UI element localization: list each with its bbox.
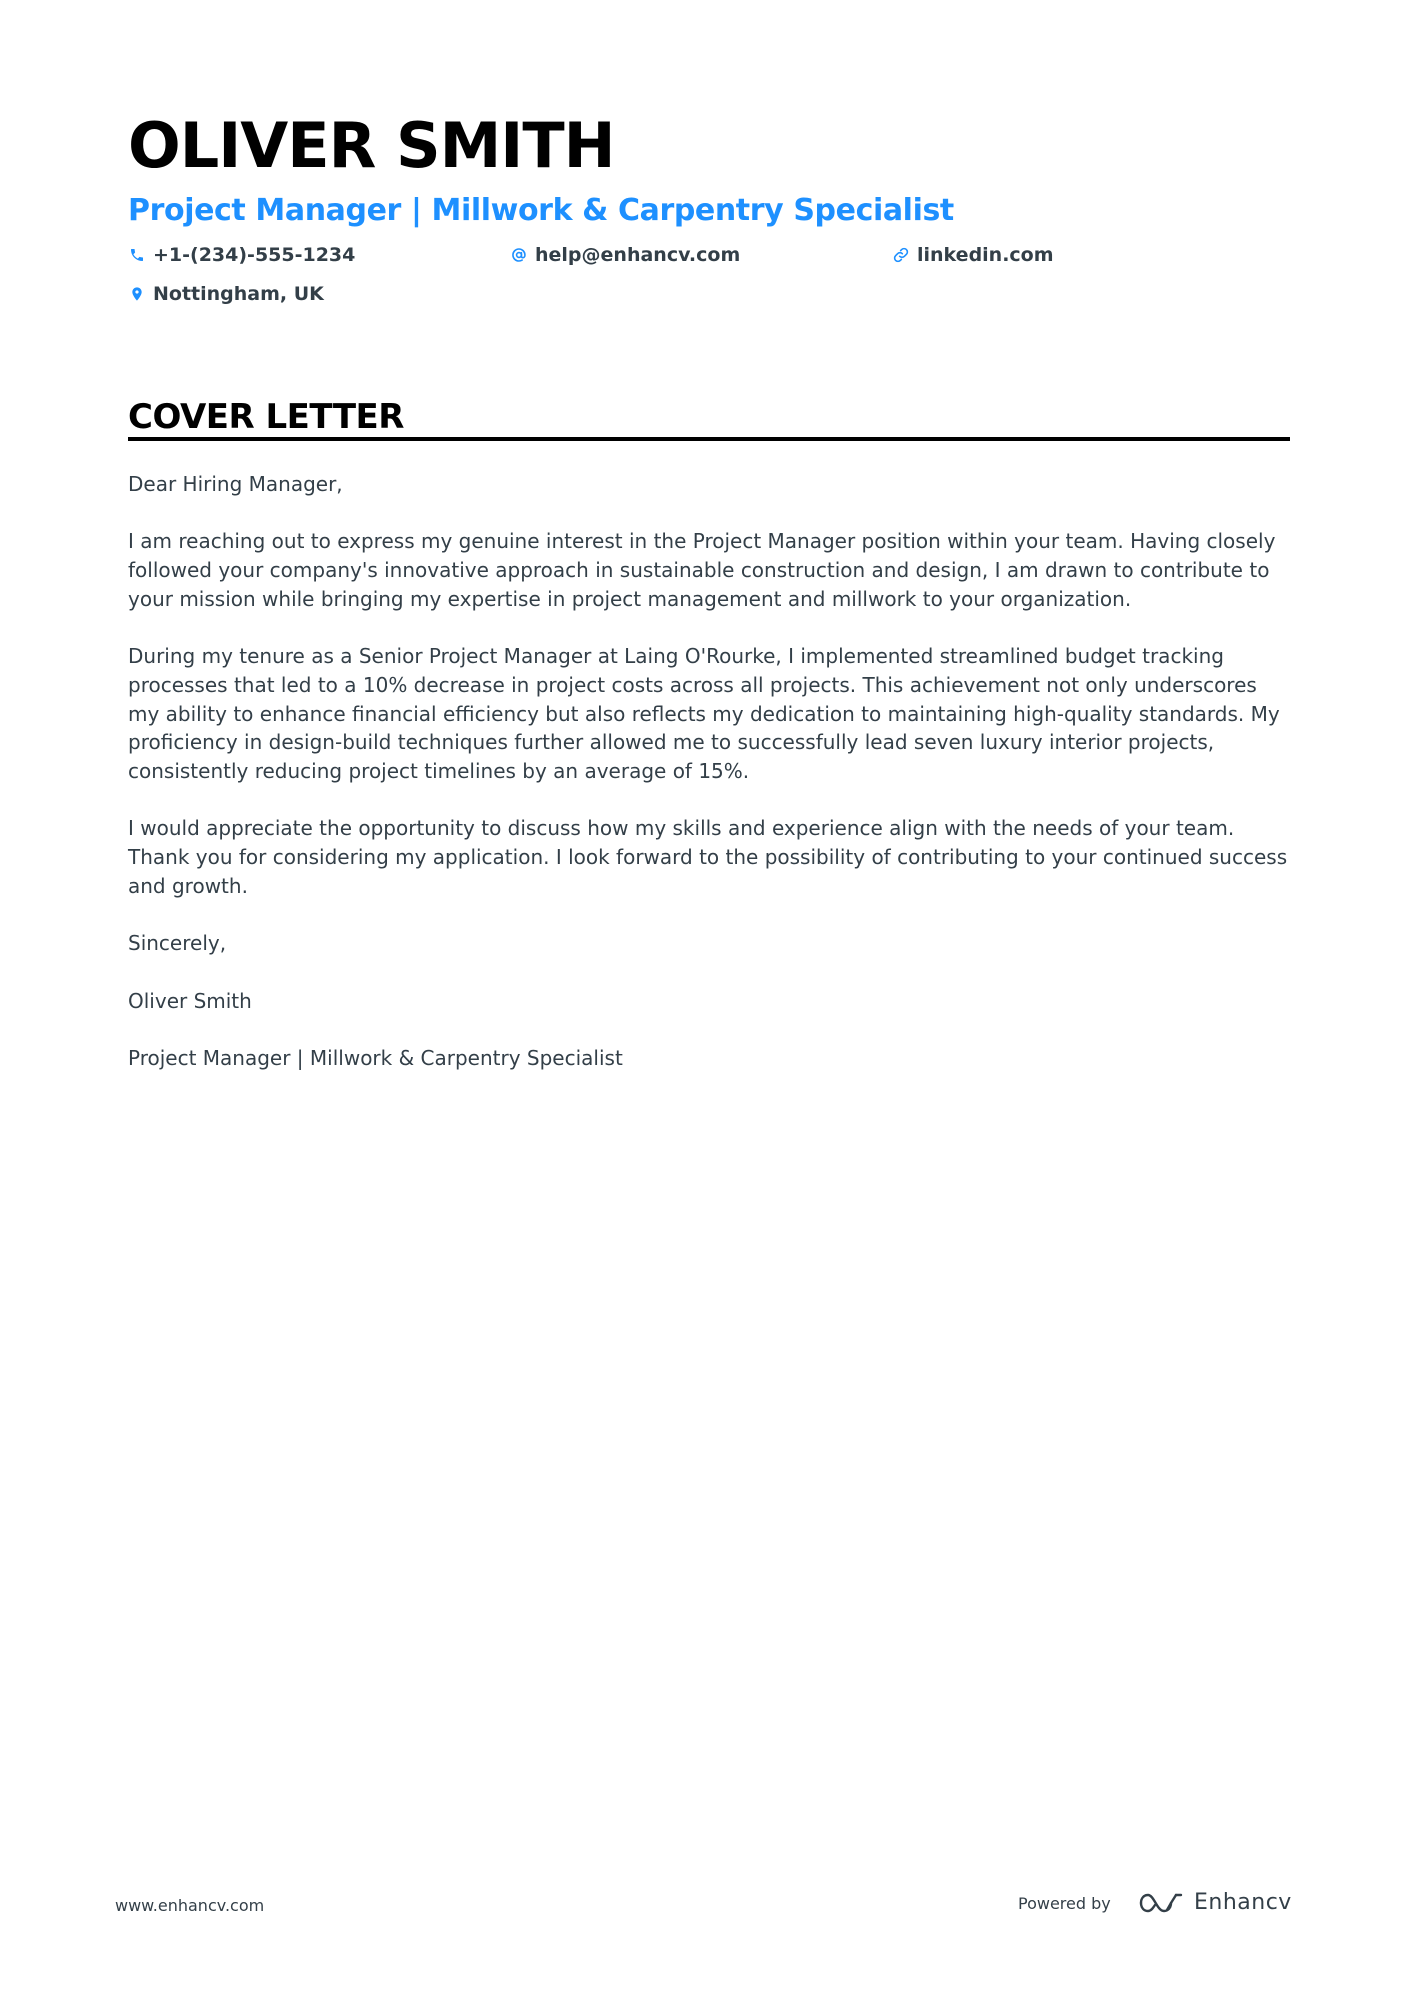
link-icon [893, 247, 909, 263]
candidate-name: OLIVER SMITH [128, 109, 615, 182]
footer-brand-logo[interactable] [1138, 1889, 1292, 1917]
footer-powered-by: Powered by [1018, 1894, 1111, 1913]
candidate-headline: Project Manager | Millwork & Carpentry Specialist [128, 193, 954, 228]
phone-text: +1-(234)-555-1234 [153, 244, 356, 266]
letter-closing: Sincerely, [128, 931, 227, 956]
linkedin-text: linkedin.com [917, 244, 1054, 266]
location-text: Nottingham, UK [153, 283, 324, 305]
signature-name: Oliver Smith [128, 988, 252, 1013]
location-pin-icon [129, 286, 145, 302]
contact-linkedin[interactable] [893, 241, 1054, 269]
email-text: help@enhancv.com [535, 244, 741, 266]
letter-paragraph: During my tenure as a Senior Project Manager at Laing O'Rourke, I implemented streamlined budget tracking processes that led to a 10% decrease in project costs across all projects. This achievement not only underscores my ability to enhance financial efficiency but also reflects my dedication to maintaining high-quality standards. My proficiency in design-build techniques further allowed me to successfully lead seven luxury interior projects, consistently reducing project timelines by an average of 15%. [128, 644, 1280, 783]
letter-paragraph: I would appreciate the opportunity to discuss how my skills and experience align with the needs of your team. Thank you for considering my application. I look forward to the possibility of contributing to your continued success and growth. [128, 816, 1288, 898]
contact-phone[interactable] [129, 241, 355, 269]
section-divider [128, 437, 1290, 441]
letter-paragraph: I am reaching out to express my genuine interest in the Project Manager position within your team. Having closely followed your company's innovative approach in sustainable construction and design, I am drawn to contribute to your mission while bringing my expertise in project management and millwork to your organization. [128, 529, 1276, 611]
signature-title: Project Manager | Millwork & Carpentry Specialist [128, 1045, 623, 1070]
footer-brand-name: Enhancv [1194, 1890, 1292, 1915]
letter-greeting: Dear Hiring Manager, [128, 472, 343, 496]
phone-icon [129, 247, 145, 263]
letter-body [128, 470, 1290, 1101]
contact-email[interactable] [511, 241, 740, 269]
section-title: COVER LETTER [128, 397, 404, 437]
contact-location [129, 280, 324, 308]
footer-website-link[interactable]: www.enhancv.com [115, 1896, 265, 1915]
at-icon [511, 247, 527, 263]
enhancv-logo-icon [1138, 1890, 1184, 1916]
